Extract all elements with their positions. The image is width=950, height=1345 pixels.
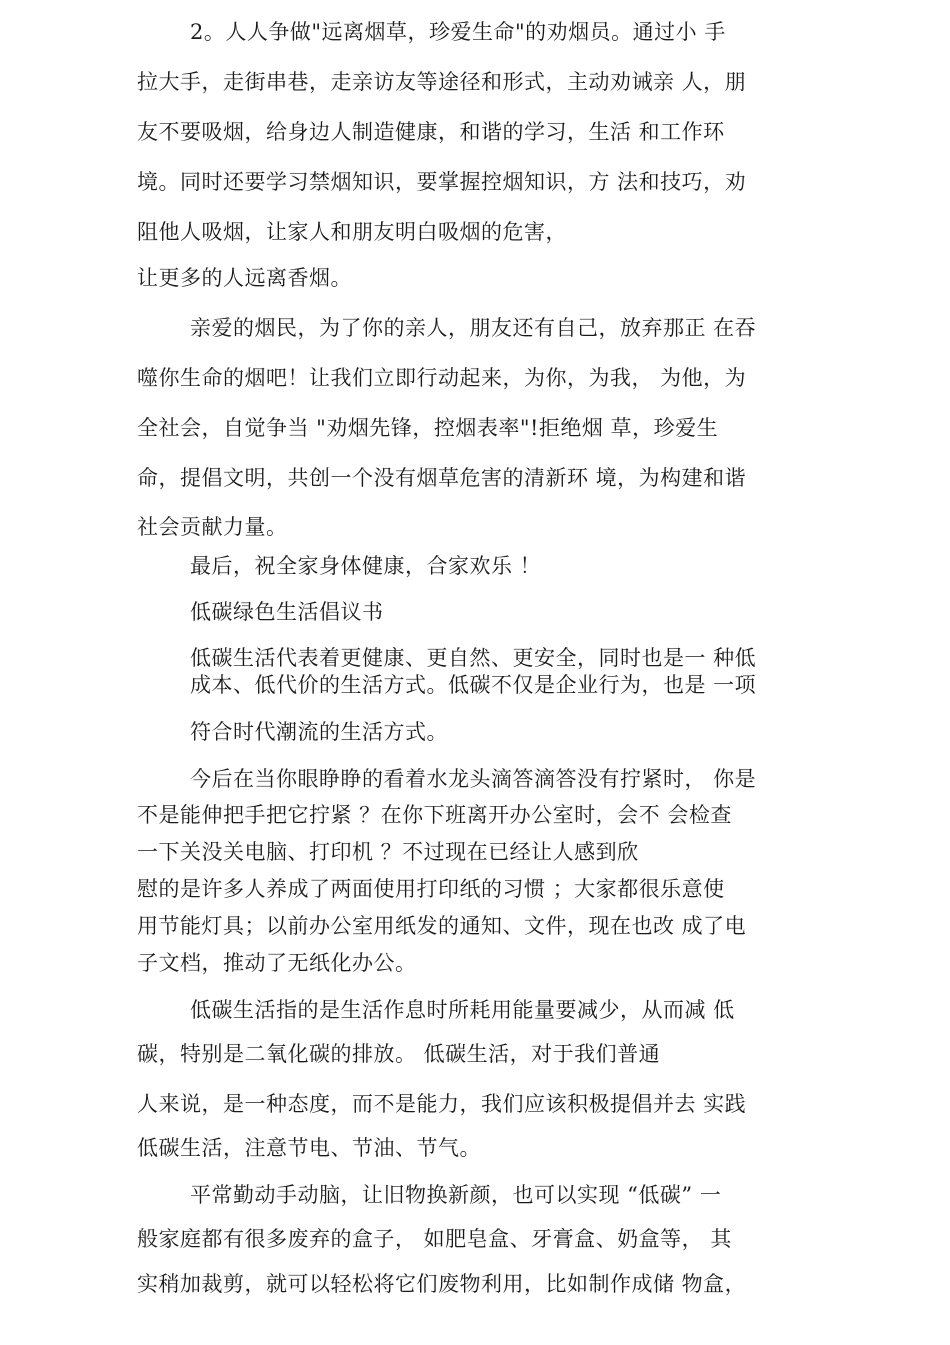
text-line: 最后，祝全家身体健康，合家欢乐 ！ bbox=[190, 554, 542, 578]
text-line: 平常勤动手动脑，让旧物换新颜，也可以实现 “低碳” 一 bbox=[190, 1183, 722, 1207]
text-line: 让更多的人远离香烟。 bbox=[137, 266, 352, 290]
text-line: 子文档，推动了无纸化办公。 bbox=[137, 951, 417, 975]
text-line: 慰的是许多人养成了两面使用打印纸的习惯 ；大家都很乐意使 bbox=[137, 877, 725, 901]
text-line: 境。同时还要学习禁烟知识，要掌握控烟知识，方 法和技巧，劝 bbox=[137, 170, 747, 194]
text-line: 命，提倡文明，共创一个没有烟草危害的清新环 境，为构建和谐 bbox=[137, 466, 747, 490]
text-line: 低碳生活代表着更健康、更自然、更安全，同时也是一 种低 bbox=[190, 646, 757, 670]
text-line: 用节能灯具；以前办公室用纸发的通知、文件，现在也改 成了电 bbox=[137, 914, 747, 938]
text-line: 亲爱的烟民，为了你的亲人，朋友还有自己，放弃那正 在吞 bbox=[190, 316, 757, 340]
text-line: 全社会，自觉争当 "劝烟先锋，控烟表率"!拒绝烟 草，珍爱生 bbox=[137, 416, 719, 440]
text-line: 阻他人吸烟，让家人和朋友明白吸烟的危害， bbox=[137, 220, 567, 244]
text-line: 般家庭都有很多废弃的盒子， 如肥皂盒、牙膏盒、奶盒等， 其 bbox=[137, 1227, 732, 1251]
text-line: 社会贡献力量。 bbox=[137, 515, 288, 539]
text-line: 人来说，是一种态度，而不是能力，我们应该积极提倡并去 实践 bbox=[137, 1092, 747, 1116]
text-line: 不是能伸把手把它拧紧 ？在你下班离开办公室时，会不 会检查 bbox=[137, 803, 732, 827]
text-line: 一下关没关电脑、打印机 ？不过现在已经让人感到欣 bbox=[137, 840, 639, 864]
text-line: 友不要吸烟，给身边人制造健康，和谐的学习，生活 和工作环 bbox=[137, 120, 725, 144]
text-line: 低碳生活，注意节电、节油、节气。 bbox=[137, 1136, 481, 1160]
text-line: 实稍加裁剪，就可以轻松将它们废物利用，比如制作成储 物盒， bbox=[137, 1272, 747, 1296]
text-line: 碳，特别是二氧化碳的排放。 低碳生活，对于我们普通 bbox=[137, 1042, 661, 1066]
text-line: 噬你生命的烟吧！让我们立即行动起来，为你，为我， 为他，为 bbox=[137, 366, 747, 390]
text-line: 今后在当你眼睁睁的看着水龙头滴答滴答没有拧紧时， 你是 bbox=[190, 767, 757, 791]
text-line: 符合时代潮流的生活方式。 bbox=[190, 720, 448, 744]
text-line: 低碳生活指的是生活作息时所耗用能量要减少，从而减 低 bbox=[190, 998, 735, 1022]
section-title: 低碳绿色生活倡议书 bbox=[190, 600, 384, 624]
text-line: 2。人人争做"远离烟草，珍爱生命"的劝烟员。通过小 手 bbox=[190, 20, 726, 44]
text-line: 成本、低代价的生活方式。低碳不仅是企业行为，也是 一项 bbox=[190, 673, 757, 697]
text-line: 拉大手，走街串巷，走亲访友等途径和形式，主动劝诫亲 人，朋 bbox=[137, 70, 747, 94]
